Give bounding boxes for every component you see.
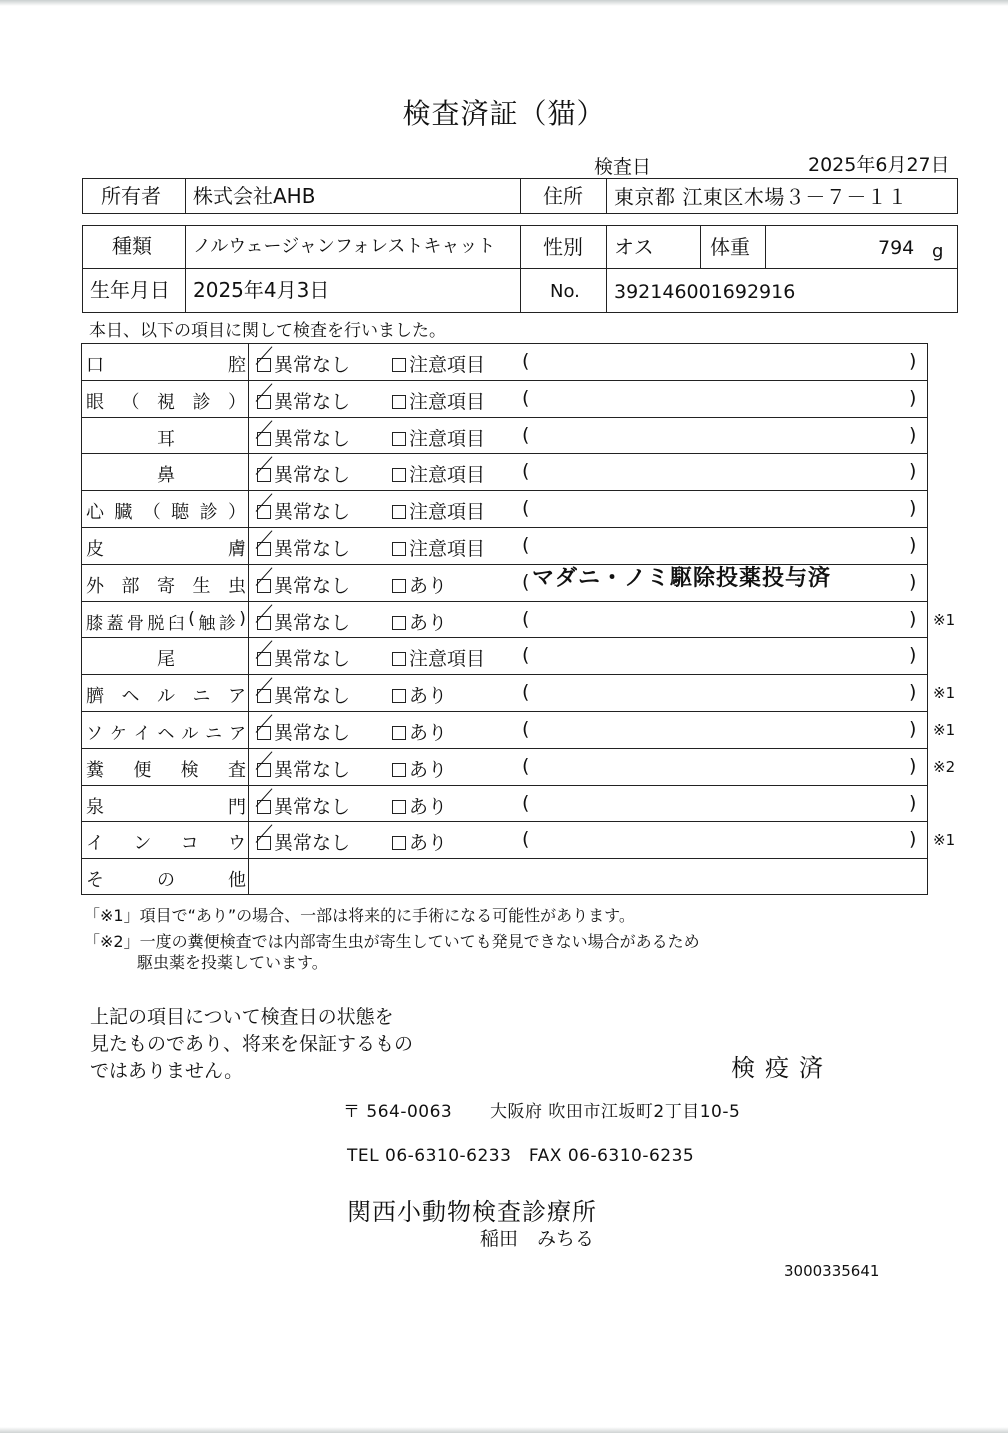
checkbox-icon[interactable] (257, 763, 271, 777)
footnote-2-line-1: 「※2」一度の糞便検査では内部寄生虫が寄生していても発見できない場合があるため (84, 932, 700, 951)
sex-label: 性別 (543, 235, 583, 259)
checkbox-other-label: 注意項目 (409, 648, 486, 671)
row-label-char: ) (239, 608, 246, 629)
row-label (86, 461, 246, 487)
row-label-char: 皮 (86, 539, 104, 560)
birthdate-value: 2025年4月3日 (193, 278, 330, 302)
open-paren: ( (522, 828, 530, 851)
row-divider (81, 490, 928, 491)
checkbox-other-label: あり (409, 795, 448, 818)
label-column-divider (248, 343, 249, 895)
row-label-char: そ (86, 870, 104, 892)
row-divider (81, 785, 928, 786)
checkbox-other[interactable] (392, 350, 485, 377)
row-label-char: 診 (218, 613, 236, 634)
checkbox-icon[interactable] (392, 579, 406, 593)
row-label-char: 耳 (157, 428, 175, 450)
row-label-char: 尾 (157, 649, 175, 671)
checkbox-other[interactable] (392, 460, 485, 487)
row-label (86, 829, 246, 855)
open-paren: ( (522, 644, 530, 667)
row-label-char: コ (180, 833, 199, 855)
checkbox-icon[interactable] (392, 542, 406, 556)
checkbox-other-label: あり (409, 574, 448, 597)
footnote-1: 「※1」項目で“あり”の場合、一部は将来的に手術になる可能性があります。 (84, 906, 635, 925)
checkbox-icon[interactable] (392, 652, 406, 666)
handwritten-note: マダニ・ノミ駆除投薬投与済 (532, 565, 832, 591)
row-label-char: 心 (86, 502, 104, 524)
checkbox-normal[interactable] (257, 350, 350, 377)
checkbox-normal-label: 異常なし (274, 832, 351, 855)
row-label (86, 609, 246, 634)
row-label-char: 生 (192, 575, 211, 597)
exam-date-label: 検査日 (594, 156, 652, 178)
open-paren: ( (522, 386, 530, 409)
footnote-2-line-2: 駆虫薬を投薬しています。 (137, 953, 328, 972)
row-label-char: 査 (227, 759, 246, 781)
row-label-char: 他 (228, 870, 246, 892)
checkbox-other[interactable] (392, 755, 447, 782)
close-paren: ) (909, 828, 917, 851)
row-label-char: ソ (86, 724, 103, 744)
row-label-char: 検 (180, 759, 199, 781)
row-label-char: 臓 (114, 502, 133, 524)
checkbox-normal-label: 異常なし (274, 795, 351, 818)
checkbox-icon[interactable] (392, 689, 406, 703)
checkbox-normal[interactable] (257, 828, 350, 855)
row-label-char: 膚 (228, 539, 246, 560)
row-label-char: 口 (86, 355, 104, 376)
row-divider (81, 380, 928, 381)
weight-value: 794 (878, 237, 915, 259)
checkbox-icon[interactable] (392, 800, 406, 814)
close-paren: ) (909, 718, 917, 740)
footnote-mark: ※1 (933, 831, 956, 850)
disclaimer-line-2: 見たものであり、将来を保証するもの (90, 1033, 414, 1055)
checkbox-normal[interactable] (257, 387, 350, 414)
address-value: 東京都 江東区木場３－７－１１ (614, 185, 908, 209)
row-label (86, 793, 246, 819)
footnote-mark: ※1 (933, 684, 956, 703)
checkbox-normal-label: 異常なし (274, 354, 351, 376)
checkbox-icon[interactable] (257, 726, 271, 740)
owner-value: 株式会社AHB (193, 184, 316, 208)
checkbox-other[interactable] (392, 424, 485, 451)
footnote-mark: ※1 (933, 721, 956, 739)
document-title: 検査済証（猫） (402, 97, 606, 130)
checkbox-icon[interactable] (392, 726, 406, 740)
checkbox-normal[interactable] (257, 681, 350, 708)
row-label-char: ニ (192, 686, 211, 708)
row-label-char: 蓋 (106, 613, 124, 634)
row-label-char: 門 (228, 796, 246, 818)
checkbox-icon[interactable] (257, 395, 271, 409)
checkbox-normal[interactable] (257, 718, 350, 745)
open-paren: ( (522, 350, 530, 372)
checkbox-normal[interactable] (257, 460, 350, 487)
open-paren: ( (522, 460, 530, 483)
checkbox-normal[interactable] (257, 608, 350, 635)
row-label-char: 膝 (86, 613, 103, 634)
breed-value: ノルウェージャンフォレストキャット (193, 236, 496, 257)
other-row-label (86, 866, 246, 892)
checkbox-other-label: あり (409, 758, 448, 781)
close-paren: ) (909, 497, 917, 520)
open-paren: ( (522, 497, 530, 520)
checkbox-other-label: 注意項目 (409, 464, 486, 487)
checkbox-icon[interactable] (392, 395, 406, 409)
close-paren: ) (909, 386, 917, 409)
checkbox-icon[interactable] (257, 689, 271, 703)
row-label (86, 425, 246, 451)
disclaimer-line-3: ではありません。 (90, 1060, 244, 1082)
weight-unit: g (932, 241, 944, 262)
close-paren: ) (909, 423, 917, 446)
checkbox-normal-label: 異常なし (274, 427, 351, 450)
row-label (86, 756, 246, 782)
close-paren: ) (909, 350, 917, 372)
row-label-char: ニ (205, 724, 223, 744)
checkbox-icon[interactable] (257, 505, 271, 519)
row-label-char: ウ (227, 833, 246, 855)
row-label-char: （ (142, 502, 161, 524)
row-label-char: ヘ (121, 686, 140, 708)
row-label-char: 鼻 (157, 465, 175, 487)
row-label-char: 臼 (167, 613, 185, 634)
checkbox-other[interactable] (392, 497, 485, 524)
number-label: No. (550, 281, 580, 302)
number-value: 392146001692916 (614, 281, 796, 303)
row-label (86, 572, 246, 598)
row-label (86, 388, 246, 414)
disclaimer-line-1: 上記の項目について検査日の状態を (90, 1006, 394, 1028)
scan-top-edge (0, 0, 1008, 6)
open-paren: ( (522, 754, 530, 777)
row-label-char: 臍 (86, 686, 104, 708)
open-paren: ( (522, 718, 530, 740)
checkbox-icon[interactable] (257, 468, 271, 482)
row-divider (81, 453, 928, 454)
footnote-mark: ※2 (933, 757, 956, 776)
footnote-mark: ※1 (933, 610, 956, 629)
close-paren: ) (909, 460, 917, 483)
checkbox-icon[interactable] (392, 836, 406, 850)
row-divider (81, 417, 928, 418)
checkbox-icon[interactable] (257, 836, 271, 850)
checkbox-icon[interactable] (257, 432, 271, 446)
row-label-char: （ (121, 391, 140, 413)
row-label-char: ） (228, 391, 246, 413)
row-label-char: ア (228, 724, 246, 744)
row-label (86, 498, 246, 524)
clinic-name: 関西小動物検査診療所 (347, 1198, 597, 1226)
checkbox-other-label: 注意項目 (409, 427, 486, 450)
open-paren: ( (522, 534, 530, 556)
row-label (86, 719, 246, 744)
checkbox-other[interactable] (392, 387, 485, 414)
quarantine-stamp: 検疫済 (731, 1054, 833, 1082)
checkbox-icon[interactable] (392, 432, 406, 446)
row-label (86, 351, 246, 377)
checkbox-normal[interactable] (257, 755, 350, 782)
checkbox-icon[interactable] (257, 800, 271, 814)
checkbox-other[interactable] (392, 792, 447, 819)
close-paren: ) (909, 681, 917, 704)
checkbox-other-label: あり (409, 722, 448, 744)
checkbox-icon[interactable] (392, 505, 406, 519)
row-label-char: ル (181, 724, 199, 744)
checkbox-normal-label: 異常なし (274, 538, 351, 560)
checkbox-icon[interactable] (392, 468, 406, 482)
row-label-char: ル (157, 686, 175, 708)
row-label (86, 682, 246, 708)
row-label (86, 645, 246, 671)
close-paren: ) (909, 791, 917, 814)
doctor-name: 稲田 みちる (480, 1228, 595, 1250)
row-label (86, 535, 246, 561)
checkbox-normal[interactable] (257, 424, 350, 451)
checkbox-normal[interactable] (257, 792, 350, 819)
checkbox-normal-label: 異常なし (274, 390, 351, 413)
checkbox-other-label: あり (409, 832, 448, 855)
exam-date-value: 2025年6月27日 (808, 154, 950, 176)
scan-bottom-edge (0, 1427, 1008, 1433)
checkbox-normal[interactable] (257, 534, 350, 561)
checkbox-normal-label: 異常なし (274, 722, 351, 744)
serial-number: 3000335641 (784, 1262, 880, 1280)
row-label-char: 虫 (228, 575, 246, 597)
breed-label: 種類 (112, 234, 152, 258)
row-label-char: 診 (192, 391, 211, 413)
row-label-char: 寄 (157, 575, 175, 597)
checkbox-normal-label: 異常なし (274, 574, 351, 597)
checkbox-normal-label: 異常なし (274, 648, 351, 671)
row-label-char: ） (227, 502, 246, 524)
checkbox-other-label: あり (409, 611, 448, 634)
checkbox-other[interactable] (392, 644, 485, 671)
checkbox-icon[interactable] (392, 616, 406, 630)
clinic-address: 大阪府 吹田市江坂町2丁目10-5 (490, 1102, 741, 1122)
row-label-char: の (157, 870, 175, 892)
address-label: 住所 (543, 184, 583, 208)
row-label-char: 便 (133, 759, 152, 781)
checkbox-icon[interactable] (257, 652, 271, 666)
checkbox-normal-label: 異常なし (274, 464, 351, 487)
row-divider (81, 601, 928, 602)
checkbox-normal-label: 異常なし (274, 685, 351, 708)
row-label-char: 骨 (126, 613, 144, 634)
weight-label: 体重 (710, 235, 750, 259)
checkbox-other-label: 注意項目 (409, 354, 486, 376)
checkbox-other[interactable] (392, 571, 447, 598)
open-paren: ( (522, 570, 530, 593)
checkbox-other-label: 注意項目 (409, 390, 486, 413)
row-label-char: ヘ (157, 724, 175, 744)
row-label-char: ン (133, 833, 152, 855)
checkbox-normal-label: 異常なし (274, 758, 351, 781)
checkbox-icon[interactable] (257, 579, 271, 593)
checkbox-other[interactable] (392, 608, 447, 635)
checkbox-normal[interactable] (257, 644, 350, 671)
row-label-char: ア (228, 686, 246, 708)
close-paren: ) (909, 754, 917, 777)
close-paren: ) (909, 534, 917, 556)
checkbox-normal[interactable] (257, 571, 350, 598)
checkbox-other[interactable] (392, 681, 447, 708)
row-label-char: 触 (198, 613, 216, 634)
row-divider (81, 637, 928, 638)
row-label-char: 診 (199, 502, 218, 524)
open-paren: ( (522, 791, 530, 814)
row-label-char: 糞 (86, 759, 104, 781)
row-label-char: ケ (109, 724, 127, 744)
row-label-char: ( (188, 608, 195, 629)
row-divider (81, 858, 928, 859)
row-label-char: 視 (157, 391, 175, 413)
row-label-char: 聴 (171, 502, 190, 524)
row-label-char: イ (133, 724, 151, 744)
row-divider (81, 674, 928, 675)
birthdate-label: 生年月日 (90, 278, 170, 302)
open-paren: ( (522, 607, 530, 630)
row-label-char: 腔 (228, 355, 246, 376)
row-divider (81, 711, 928, 712)
checkbox-normal-label: 異常なし (274, 501, 351, 524)
open-paren: ( (522, 423, 530, 446)
open-paren: ( (522, 681, 530, 704)
clinic-phone-fax: TEL 06-6310-6233 FAX 06-6310-6235 (347, 1146, 695, 1166)
checkbox-other-label: あり (409, 685, 448, 708)
row-label-char: 泉 (86, 796, 104, 818)
close-paren: ) (909, 607, 917, 630)
checkbox-icon[interactable] (392, 358, 406, 372)
checkbox-other[interactable] (392, 534, 485, 561)
row-divider (81, 821, 928, 822)
sex-value: オス (614, 235, 654, 259)
row-label-char: 脱 (147, 613, 165, 634)
checkbox-other-label: 注意項目 (409, 501, 486, 524)
row-label-char: 部 (121, 575, 140, 597)
checkbox-icon[interactable] (257, 358, 271, 372)
intro-text: 本日、以下の項目に関して検査を行いました。 (89, 321, 446, 341)
row-label-char: 外 (86, 575, 104, 597)
row-label-char: イ (86, 833, 104, 855)
checkbox-normal[interactable] (257, 497, 350, 524)
owner-label: 所有者 (101, 184, 161, 208)
checkbox-icon[interactable] (392, 763, 406, 777)
row-label-char: 眼 (86, 391, 104, 413)
close-paren: ) (909, 644, 917, 667)
checkbox-icon[interactable] (257, 542, 271, 556)
checkbox-other[interactable] (392, 718, 447, 745)
checkbox-other-label: 注意項目 (409, 538, 486, 560)
close-paren: ) (909, 570, 917, 593)
checkbox-normal-label: 異常なし (274, 611, 351, 634)
postal-code: 〒 564-0063 (343, 1102, 453, 1122)
row-divider (81, 748, 928, 749)
checkbox-icon[interactable] (257, 616, 271, 630)
row-divider (81, 527, 928, 528)
checkbox-other[interactable] (392, 828, 447, 855)
